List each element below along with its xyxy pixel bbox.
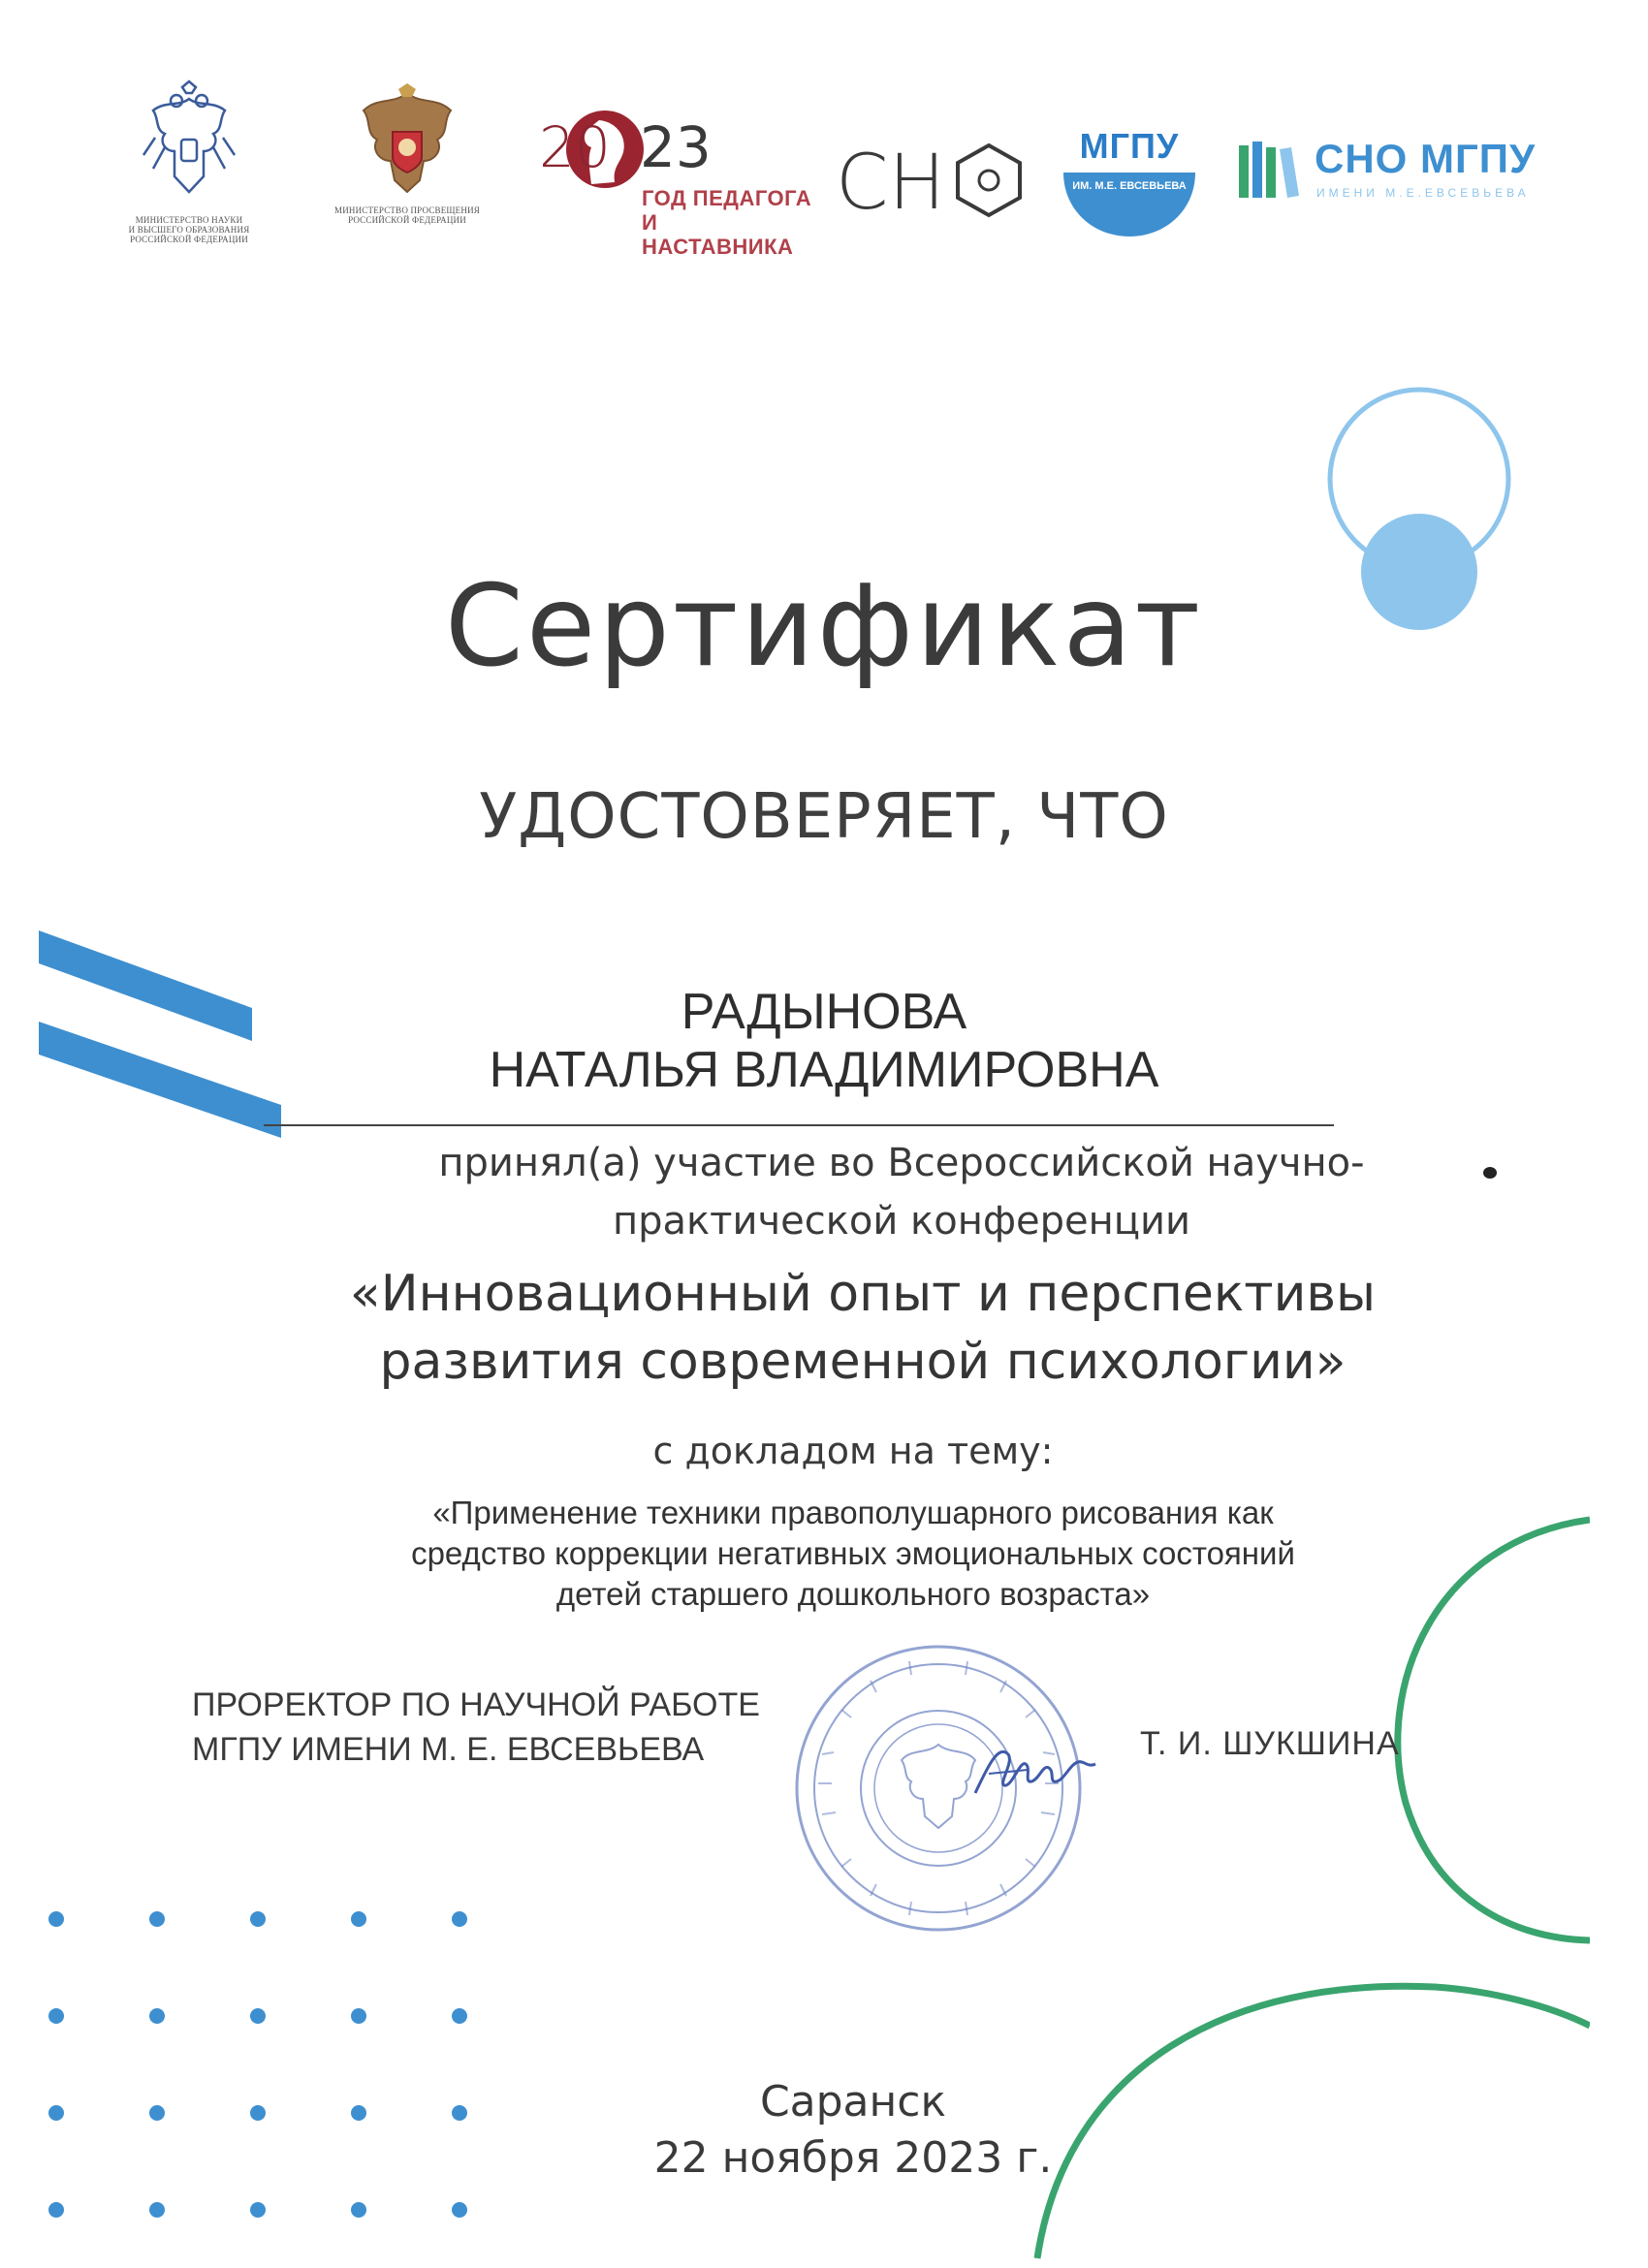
logo-caption-line: РОССИЙСКОЙ ФЕДЕРАЦИИ: [348, 215, 466, 225]
certifies-heading: УДОСТОВЕРЯЕТ, ЧТО: [479, 781, 1169, 853]
signatory-title-line: ПРОРЕКТОР ПО НАУЧНОЙ РАБОТЕ: [192, 1686, 760, 1723]
certificate-title: Сертификат: [444, 561, 1204, 692]
report-intro: с докладом на тему:: [652, 1430, 1054, 1472]
hexagon-book-icon: [950, 142, 1028, 219]
sno-mgpu-subtitle: ИМЕНИ М.Е.ЕВСЕВЬЕВА: [1316, 186, 1530, 200]
decor-dot: [149, 2202, 165, 2218]
decor-dot: [48, 1911, 64, 1927]
logo-sno-mark: [836, 136, 1030, 233]
recipient-name: [0, 983, 1648, 1099]
participation-text: [78, 1134, 1648, 1250]
conference-title-line: развития современной психологии»: [379, 1333, 1347, 1391]
mgpu-subtitle: ИМ. М.Е. ЕВСЕВЬЕВА: [1072, 180, 1187, 192]
year-left-digits: 20: [539, 114, 611, 180]
report-topic: [29, 1493, 1648, 1615]
logo-caption-line: МИНИСТЕРСТВО ПРОСВЕЩЕНИЯ: [334, 205, 480, 215]
logo-year-of-teacher: [531, 101, 812, 259]
decor-dot: [250, 2008, 266, 2024]
report-topic-line: средство коррекции негативных эмоциональных состояний: [411, 1535, 1295, 1571]
name-underline: [264, 1124, 1334, 1126]
participation-line: принял(а) участие во Всероссийской научно-: [438, 1141, 1365, 1185]
issue-date: 22 ноября 2023 г.: [653, 2133, 1053, 2183]
decor-dot: [48, 2202, 64, 2218]
signatory-title: [192, 1683, 760, 1772]
year-caption-line: ГОД ПЕДАГОГА: [642, 186, 812, 210]
report-topic-line: детей старшего дошкольного возраста»: [555, 1576, 1151, 1612]
eagle-emblem-icon: [354, 83, 460, 196]
year-caption-line: И НАСТАВНИКА: [642, 210, 794, 259]
decor-dot: [48, 2008, 64, 2024]
logo-caption-line: РОССИЙСКОЙ ФЕДЕРАЦИИ: [130, 235, 248, 244]
decor-dot: [149, 2008, 165, 2024]
logo-ministry-science: [97, 79, 281, 244]
mgpu-half-circle-icon: [1062, 163, 1197, 240]
decor-dot: [250, 2202, 266, 2218]
recipient-given-names: НАТАЛЬЯ ВЛАДИМИРОВНА: [489, 1042, 1159, 1098]
signatory-name: Т. И. ШУКШИНА: [1140, 1725, 1400, 1762]
conference-title-line: «Инновационный опыт и перспективы: [349, 1265, 1377, 1323]
issue-place-date: [29, 2074, 1648, 2187]
decor-dot: [452, 2008, 467, 2024]
conference-title: [39, 1260, 1648, 1396]
participation-line: практической конференции: [612, 1199, 1191, 1244]
decor-dot: [250, 1911, 266, 1927]
logo-mgpu: [1057, 126, 1202, 242]
issue-city: Саранск: [759, 2077, 947, 2126]
logo-sno-mgpu: [1237, 136, 1557, 213]
report-topic-line: «Применение техники правополушарного рисования как: [432, 1495, 1274, 1530]
decor-dot: [149, 1911, 165, 1927]
signatory-title-line: МГПУ ИМЕНИ М. Е. ЕВСЕВЬЕВА: [192, 1731, 705, 1768]
handwritten-signature: [969, 1725, 1105, 1812]
books-icon: [1237, 140, 1301, 202]
sno-mark-text: СН: [836, 140, 946, 227]
decor-dot: [452, 1911, 467, 1927]
year-right-digits: 23: [640, 114, 712, 180]
logo-caption-line: И ВЫСШЕГО ОБРАЗОВАНИЯ: [128, 225, 250, 235]
decor-dot: [351, 2202, 366, 2218]
decor-dot: [351, 2008, 366, 2024]
recipient-surname: РАДЫНОВА: [681, 984, 967, 1040]
mgpu-title: МГПУ: [1079, 126, 1180, 166]
logo-ministry-education: [301, 83, 514, 225]
double-headed-eagle-icon: [136, 79, 242, 205]
sno-mgpu-title: СНО МГПУ: [1315, 136, 1537, 181]
logo-caption-line: МИНИСТЕРСТВО НАУКИ: [135, 215, 243, 225]
decor-dot: [452, 2202, 467, 2218]
decor-dot: [351, 1911, 366, 1927]
